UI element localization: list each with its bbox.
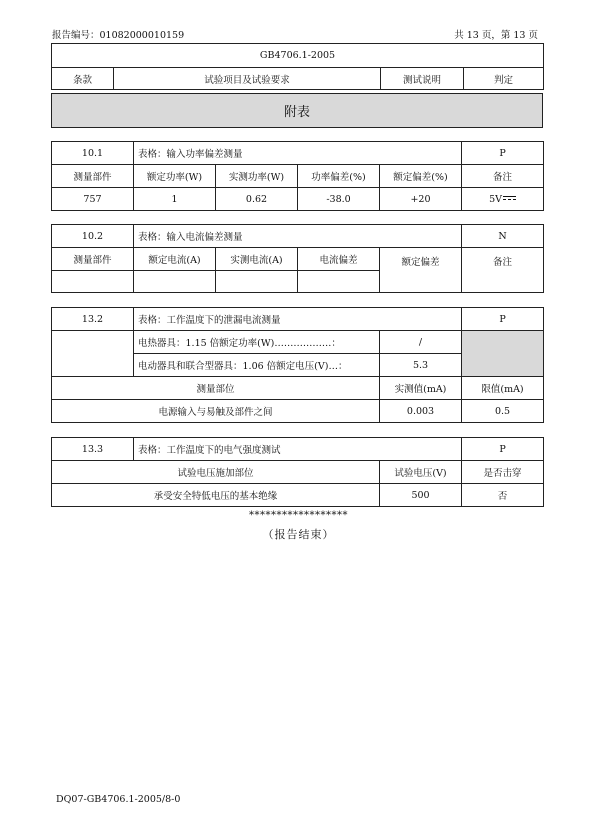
table-10-1: [51, 141, 544, 211]
dc-symbol-icon: [503, 196, 516, 202]
clause-13-3: 13.3: [52, 438, 134, 461]
gray-cell: [462, 331, 544, 377]
standard-number: GB4706.1-2005: [52, 44, 544, 68]
title-table: [51, 43, 544, 90]
col-notes: 测试说明: [381, 68, 464, 90]
heater-power-label: 电热器具：1.15 倍额定功率(W)………………：: [134, 331, 380, 354]
table-10-2: [51, 224, 544, 293]
header-cell: 实测电流(A): [216, 248, 298, 271]
empty-cell: [216, 271, 298, 293]
header-cell: 实测功率(W): [216, 165, 298, 188]
header-cell: 是否击穿: [462, 461, 544, 484]
empty-cell: [298, 271, 380, 293]
report-number: 报告编号：01082000010159: [52, 30, 185, 41]
verdict-10-1: P: [462, 142, 544, 165]
data-cell: -38.0: [298, 188, 380, 211]
empty-cell: [52, 331, 134, 377]
header-cell: 额定功率(W): [134, 165, 216, 188]
header-cell: 额定偏差: [380, 248, 462, 293]
remark-cell: [462, 188, 544, 211]
header-cell: 实测值(mA): [380, 377, 462, 400]
header-cell: 测量部件: [52, 165, 134, 188]
header-cell: 额定电流(A): [134, 248, 216, 271]
page-info: 共 13 页，第 13 页: [454, 30, 538, 41]
data-cell: 0.003: [380, 400, 462, 423]
header-cell: 额定偏差(%): [380, 165, 462, 188]
header-cell: 功率偏差(%): [298, 165, 380, 188]
appendix-title: 附表: [52, 94, 543, 128]
title-13-3: 表格：工作温度下的电气强度测试: [134, 438, 462, 461]
data-cell: 0.5: [462, 400, 544, 423]
footer-code: DQ07-GB4706.1-2005/8-0: [56, 794, 181, 805]
verdict-13-3: P: [462, 438, 544, 461]
data-cell: 电源输入与易触及部件之间: [52, 400, 380, 423]
data-cell: 1: [134, 188, 216, 211]
data-cell: 757: [52, 188, 134, 211]
header-cell: 测量部位: [52, 377, 380, 400]
clause-10-2: 10.2: [52, 225, 134, 248]
header-cell: 测量部件: [52, 248, 134, 271]
motor-voltage-value: 5.3: [380, 354, 462, 377]
data-cell: 0.62: [216, 188, 298, 211]
col-verdict: 判定: [464, 68, 544, 90]
header-cell: 试验电压施加部位: [52, 461, 380, 484]
empty-cell: [52, 271, 134, 293]
verdict-13-2: P: [462, 308, 544, 331]
data-cell: +20: [380, 188, 462, 211]
end-stars: ******************: [249, 510, 348, 521]
appendix-title-box: [51, 93, 543, 128]
header-cell: 限值(mA): [462, 377, 544, 400]
verdict-10-2: N: [462, 225, 544, 248]
data-cell: 500: [380, 484, 462, 507]
title-10-2: 表格：输入电流偏差测量: [134, 225, 462, 248]
title-13-2: 表格：工作温度下的泄漏电流测量: [134, 308, 462, 331]
data-cell: 承受安全特低电压的基本绝缘: [52, 484, 380, 507]
col-items: 试验项目及试验要求: [114, 68, 381, 90]
remark-text: 5V: [489, 193, 502, 205]
title-10-1: 表格：输入功率偏差测量: [134, 142, 462, 165]
table-13-2: [51, 307, 544, 423]
col-clause: 条款: [52, 68, 114, 90]
header-cell: 试验电压(V): [380, 461, 462, 484]
heater-power-value: /: [380, 331, 462, 354]
clause-13-2: 13.2: [52, 308, 134, 331]
header-cell: 电流偏差: [298, 248, 380, 271]
motor-voltage-label: 电动器具和联合型器具：1.06 倍额定电压(V)…：: [134, 354, 380, 377]
clause-10-1: 10.1: [52, 142, 134, 165]
header-cell: 备注: [462, 248, 544, 293]
data-cell: 否: [462, 484, 544, 507]
end-text: （报告结束）: [262, 528, 335, 541]
table-13-3: [51, 437, 544, 507]
header-cell: 备注: [462, 165, 544, 188]
empty-cell: [134, 271, 216, 293]
